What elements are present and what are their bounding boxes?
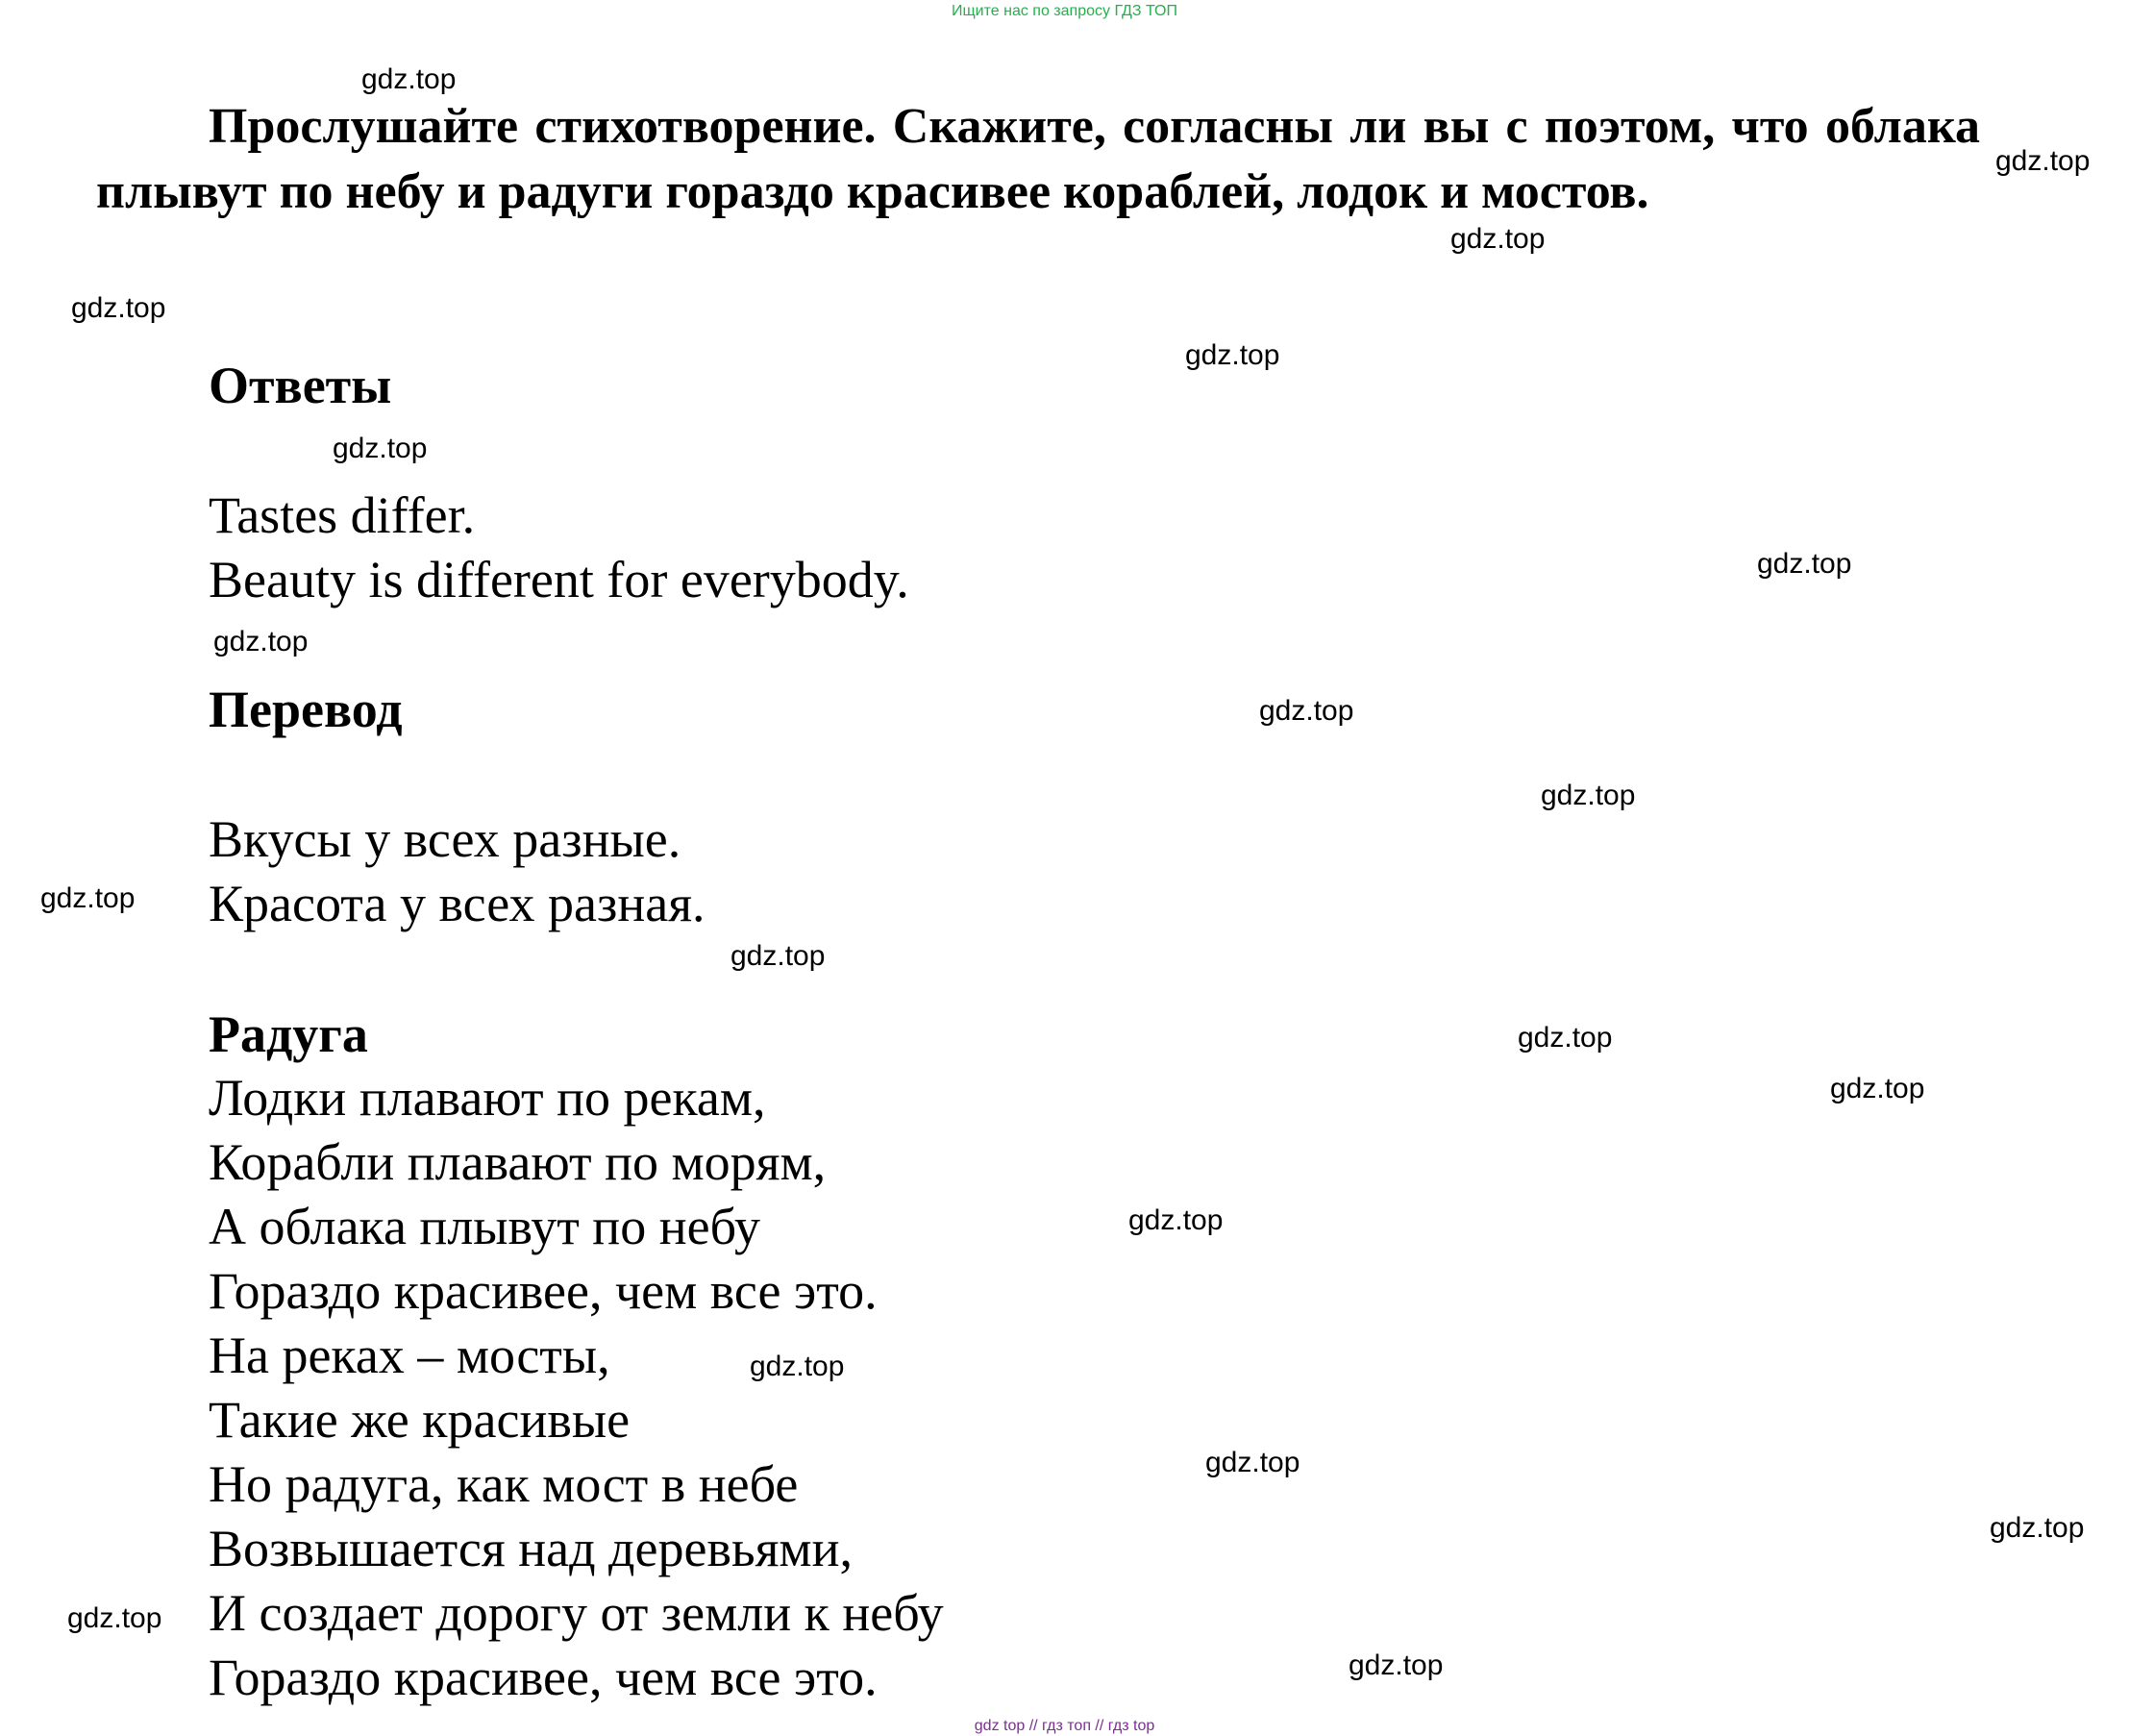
watermark: gdz.top [1830,1073,1925,1104]
poem-line: На реках – мосты, [209,1327,610,1384]
poem-line: Корабли плавают по морям, [209,1133,827,1191]
translation-line: Вкусы у всех разные. [209,810,681,868]
watermark: gdz.top [1128,1204,1224,1236]
answer-line: Beauty is different for everybody. [209,551,909,608]
watermark: gdz.top [1995,145,2091,177]
poem-lines [209,1066,944,1710]
poem-title: Радуга [209,1005,368,1063]
watermark: gdz.top [1450,223,1546,255]
footer-text: gdz top // гдз топ // гдз top [974,1718,1155,1734]
watermark: gdz.top [1518,1022,1613,1054]
translation-line: Красота у всех разная. [209,875,706,932]
watermark: gdz.top [361,63,457,95]
watermark: gdz.top [1757,548,1852,580]
watermark: gdz.top [1541,780,1636,811]
watermark: gdz.top [750,1351,845,1382]
answer-line: Tastes differ. [209,486,476,544]
watermark: gdz.top [213,626,309,657]
poem-line: И создает дорогу от земли к небу [209,1584,944,1642]
answers-lines [209,484,909,612]
watermark: gdz.top [1205,1447,1300,1478]
poem-line: Лодки плавают по рекам, [209,1069,766,1127]
poem-line: Но радуга, как мост в небе [209,1455,799,1513]
watermark: gdz.top [71,292,166,324]
watermark: gdz.top [730,940,826,972]
poem-line: А облака плывут по небу [209,1198,760,1255]
top-banner: Ищите нас по запросу ГДЗ ТОП [952,3,1177,19]
watermark: gdz.top [40,882,136,914]
poem-line: Возвышается над деревьями, [209,1520,853,1577]
poem-line: Такие же красивые [209,1391,631,1449]
translation-heading: Перевод [209,681,403,738]
poem-line: Гораздо красивее, чем все это. [209,1262,878,1320]
watermark: gdz.top [1259,695,1354,727]
watermark: gdz.top [1185,339,1280,371]
watermark: gdz.top [1349,1649,1444,1681]
poem-line: Гораздо красивее, чем все это. [209,1649,878,1706]
task-text: Прослушайте стихотворение. Скажите, согласны ли вы с поэтом, что облака плывут по небу и радуги гораздо красивее кораблей, лодок и мостов. [96,99,1980,219]
watermark: gdz.top [67,1602,162,1634]
watermark: gdz.top [1990,1512,2085,1544]
watermark: gdz.top [333,433,428,464]
answers-heading: Ответы [209,357,392,414]
translation-lines [209,807,706,936]
